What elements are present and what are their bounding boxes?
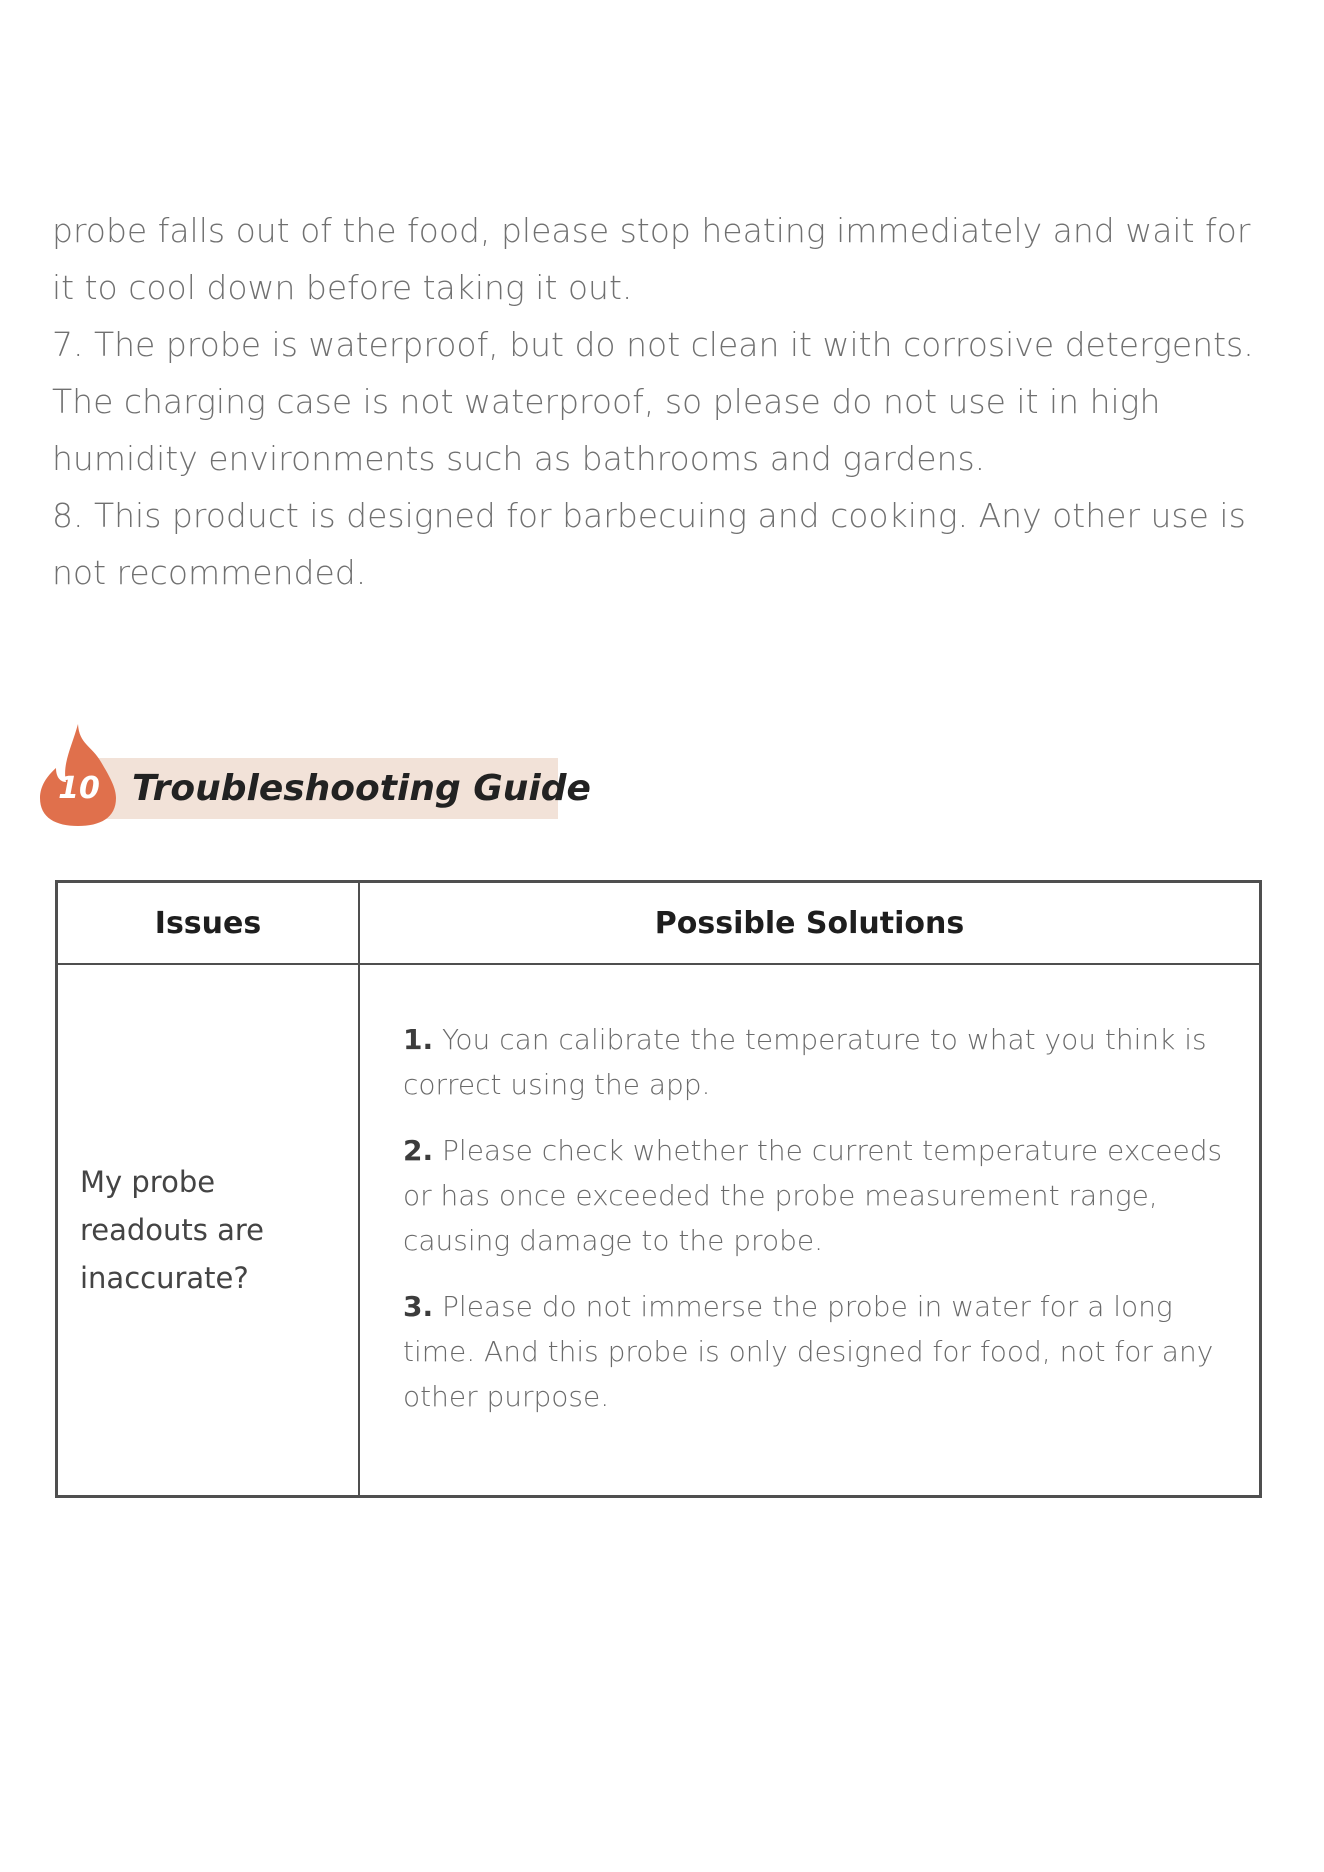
solution-item [403, 1128, 1223, 1263]
solutions-cell [359, 964, 1261, 1497]
table-header-row [57, 882, 1261, 965]
intro-paragraph: probe falls out of the food, please stop heating immediately and wait for it to cool down before taking it out. [52, 211, 1251, 307]
solution-item [403, 1017, 1223, 1107]
solution-text: Please check whether the current temperature exceeds or has once exceeded the probe measurement range, causing damage to the probe. [403, 1134, 1223, 1257]
troubleshooting-table [55, 880, 1262, 1498]
table-row [57, 964, 1261, 1497]
section-header [38, 722, 591, 826]
solution-item [403, 1284, 1223, 1419]
section-number: 10 [58, 771, 100, 806]
column-header-issues: Issues [57, 882, 360, 965]
issue-cell: My probe readouts are inaccurate? [57, 964, 360, 1497]
solution-number: 3. [403, 1290, 434, 1323]
solution-text: Please do not immerse the probe in water for a long time. And this probe is only designed for food, not for any other purpose. [403, 1290, 1214, 1413]
solution-number: 2. [403, 1134, 434, 1167]
section-title: Troubleshooting Guide [132, 768, 591, 809]
intro-paragraph: 7. The probe is waterproof, but do not clean it with corrosive detergents. The charging case is not waterproof, so please do not use it in high humidity environments such as bathrooms and gardens. [52, 325, 1254, 478]
solution-text: You can calibrate the temperature to what you think is correct using the app. [403, 1023, 1207, 1101]
intro-paragraph: 8. This product is designed for barbecuing and cooking. Any other use is not recommended. [52, 496, 1246, 592]
intro-text [52, 202, 1272, 601]
column-header-solutions: Possible Solutions [359, 882, 1261, 965]
solution-number: 1. [403, 1023, 434, 1056]
